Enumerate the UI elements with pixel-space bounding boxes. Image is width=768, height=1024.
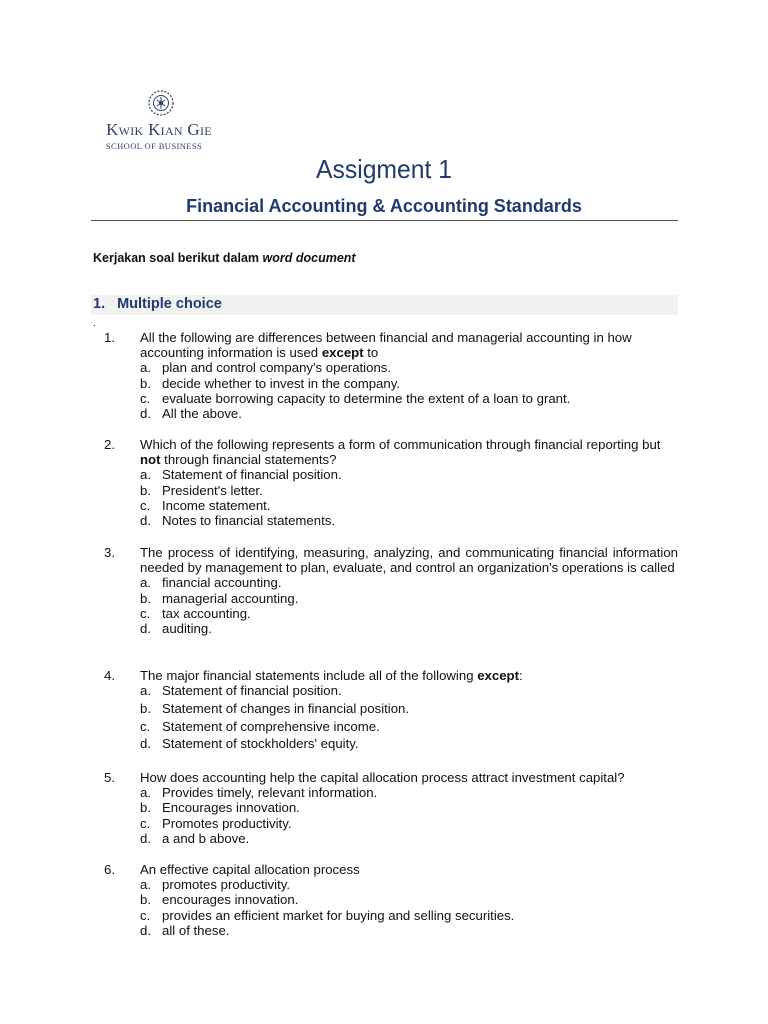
option-text: plan and control company's operations. bbox=[162, 360, 392, 376]
question-number: 3. bbox=[104, 545, 115, 560]
answer-option bbox=[140, 498, 678, 513]
option-letter: b. bbox=[140, 482, 151, 498]
section-heading: 1. Multiple choice bbox=[93, 296, 222, 312]
answer-option bbox=[140, 736, 678, 751]
option-letter: a. bbox=[140, 785, 151, 801]
option-text: All the above. bbox=[162, 406, 242, 422]
question-text: The process of identifying, measuring, analyzing, and communicating financial information needed by management to plan, evaluate, and control an organization's operations is called bbox=[140, 545, 678, 576]
option-letter: a. bbox=[140, 360, 151, 376]
answer-option bbox=[140, 719, 678, 734]
question-text: Which of the following represents a form of communication through financial reporting but not through financial statements? bbox=[140, 437, 661, 468]
question-number: 6. bbox=[104, 862, 115, 877]
option-letter: a. bbox=[140, 575, 151, 591]
question-5 bbox=[104, 770, 678, 846]
answer-option bbox=[140, 892, 678, 907]
answer-option bbox=[140, 923, 678, 938]
option-letter: c. bbox=[140, 718, 151, 734]
answer-option bbox=[140, 513, 678, 528]
answer-option bbox=[140, 785, 678, 800]
question-6 bbox=[104, 862, 678, 938]
option-letter: d. bbox=[140, 922, 151, 938]
option-text: financial accounting. bbox=[162, 575, 282, 591]
option-text: all of these. bbox=[162, 922, 230, 938]
document-subtitle: Financial Accounting & Accounting Standards bbox=[186, 196, 582, 216]
option-text: decide whether to invest in the company. bbox=[162, 375, 400, 391]
answer-option bbox=[140, 606, 678, 621]
instruction-emphasis: word document bbox=[262, 251, 356, 265]
school-logo bbox=[96, 88, 226, 151]
option-letter: d. bbox=[140, 621, 151, 637]
option-text: tax accounting. bbox=[162, 605, 251, 621]
question-number: 4. bbox=[104, 668, 115, 683]
option-text: Statement of changes in financial position. bbox=[162, 700, 410, 716]
answer-options bbox=[140, 683, 678, 751]
stray-mark: . bbox=[93, 318, 96, 329]
question-number: 5. bbox=[104, 770, 115, 785]
option-letter: b. bbox=[140, 590, 151, 606]
option-letter: b. bbox=[140, 375, 151, 391]
option-letter: b. bbox=[140, 892, 151, 908]
option-letter: c. bbox=[140, 497, 151, 513]
answer-option bbox=[140, 376, 678, 391]
option-text: Promotes productivity. bbox=[162, 815, 292, 831]
option-letter: c. bbox=[140, 815, 151, 831]
option-letter: c. bbox=[140, 907, 151, 923]
answer-option bbox=[140, 800, 678, 815]
question-3 bbox=[104, 545, 678, 636]
option-text: promotes productivity. bbox=[162, 877, 291, 893]
option-text: President's letter. bbox=[162, 482, 263, 498]
answer-option bbox=[140, 877, 678, 892]
option-text: Encourages innovation. bbox=[162, 800, 300, 816]
answer-option bbox=[140, 621, 678, 636]
option-letter: c. bbox=[140, 605, 151, 621]
option-text: managerial accounting. bbox=[162, 590, 299, 606]
option-letter: d. bbox=[140, 406, 151, 422]
question-4 bbox=[104, 668, 678, 754]
question-text: All the following are differences between financial and managerial accounting in how accounting information is used except to bbox=[140, 330, 632, 361]
document-title: Assigment 1 bbox=[316, 154, 452, 184]
question-number: 1. bbox=[104, 330, 115, 345]
question-emphasis: except bbox=[477, 668, 519, 683]
answer-option bbox=[140, 467, 678, 482]
option-letter: d. bbox=[140, 736, 151, 752]
option-letter: c. bbox=[140, 390, 151, 406]
option-letter: a. bbox=[140, 683, 151, 699]
question-emphasis: except bbox=[321, 345, 364, 361]
question-1 bbox=[104, 330, 678, 421]
answer-option bbox=[140, 391, 678, 406]
answer-option bbox=[140, 575, 678, 590]
option-text: Statement of stockholders' equity. bbox=[162, 736, 359, 752]
answer-option bbox=[140, 591, 678, 606]
answer-options bbox=[140, 877, 678, 938]
answer-options bbox=[140, 360, 678, 421]
option-text: evaluate borrowing capacity to determine the extent of a loan to grant. bbox=[162, 390, 571, 406]
option-text: a and b above. bbox=[162, 830, 250, 846]
answer-option bbox=[140, 406, 678, 421]
answer-options bbox=[140, 785, 678, 846]
option-letter: b. bbox=[140, 700, 151, 716]
option-letter: b. bbox=[140, 800, 151, 816]
option-text: Statement of comprehensive income. bbox=[162, 718, 380, 734]
option-text: Statement of financial position. bbox=[162, 467, 342, 483]
answer-option bbox=[140, 908, 678, 923]
answer-option bbox=[140, 683, 678, 698]
option-text: Notes to financial statements. bbox=[162, 513, 335, 529]
answer-option bbox=[140, 831, 678, 846]
option-text: auditing. bbox=[162, 621, 212, 637]
option-text: provides an efficient market for buying and selling securities. bbox=[162, 907, 515, 923]
school-subtitle: SCHOOL OF BUSINESS bbox=[105, 141, 203, 151]
answer-options bbox=[140, 575, 678, 636]
option-text: Income statement. bbox=[162, 497, 271, 513]
answer-option bbox=[140, 816, 678, 831]
question-text: How does accounting help the capital allocation process attract investment capital? bbox=[140, 770, 625, 785]
school-name: Kwik Kian Gie bbox=[106, 120, 212, 139]
school-emblem-icon bbox=[146, 88, 176, 118]
answer-option bbox=[140, 483, 678, 498]
answer-option bbox=[140, 701, 678, 716]
question-emphasis: not bbox=[140, 452, 161, 468]
answer-options bbox=[140, 467, 678, 528]
option-letter: a. bbox=[140, 877, 151, 893]
option-letter: a. bbox=[140, 467, 151, 483]
option-text: Statement of financial position. bbox=[162, 683, 342, 699]
option-letter: d. bbox=[140, 513, 151, 529]
instruction-text: Kerjakan soal berikut dalam word document bbox=[93, 251, 356, 265]
title-divider bbox=[91, 220, 678, 221]
option-letter: d. bbox=[140, 830, 151, 846]
answer-option bbox=[140, 360, 678, 375]
question-2 bbox=[104, 437, 678, 528]
question-text: An effective capital allocation process bbox=[140, 862, 360, 877]
question-number: 2. bbox=[104, 437, 115, 452]
option-text: encourages innovation. bbox=[162, 892, 299, 908]
option-text: Provides timely, relevant information. bbox=[162, 785, 378, 801]
question-text: The major financial statements include all of the following except: bbox=[140, 668, 523, 683]
